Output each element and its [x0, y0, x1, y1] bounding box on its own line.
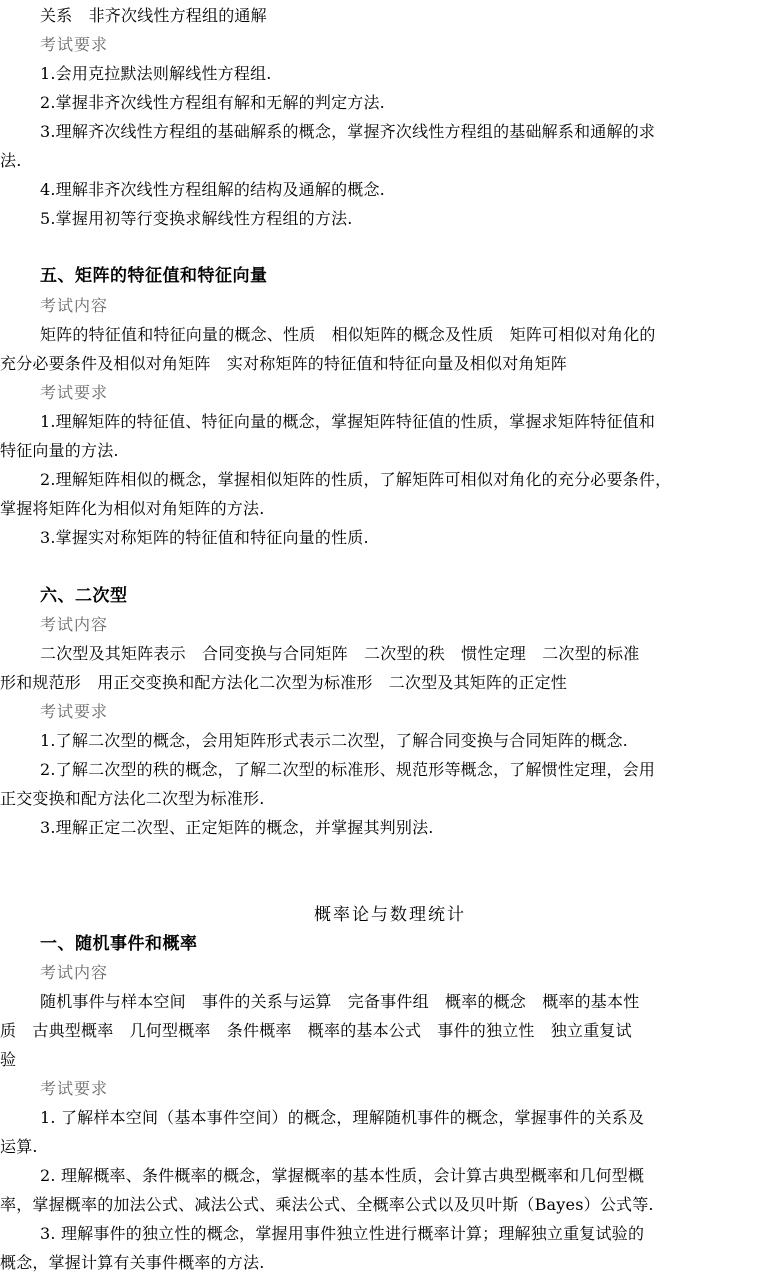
text-line: 1. 了解样本空间（基本事件空间）的概念，理解随机事件的概念，掌握事件的关系及 [40, 1108, 645, 1127]
section-heading: 一、随机事件和概率 [40, 934, 198, 954]
text-line: 法. [0, 151, 22, 170]
text-line: 1.会用克拉默法则解线性方程组. [40, 64, 272, 83]
section-heading: 五、矩阵的特征值和特征向量 [40, 266, 268, 286]
text-line: 运算. [0, 1137, 38, 1156]
text-line: 4.理解非齐次线性方程组解的结构及通解的概念. [40, 180, 385, 199]
text-line: 3.理解正定二次型、正定矩阵的概念，并掌握其判别法. [40, 818, 434, 837]
text-line: 关系 非齐次线性方程组的通解 [40, 6, 267, 25]
text-line: 概念，掌握计算有关事件概率的方法. [0, 1253, 265, 1272]
text-line: 充分必要条件及相似对角矩阵 实对称矩阵的特征值和特征向量及相似对角矩阵 [0, 354, 568, 373]
text-line: 3. 理解事件的独立性的概念，掌握用事件独立性进行概率计算；理解独立重复试验的 [40, 1224, 645, 1243]
text-line: 2.掌握非齐次线性方程组有解和无解的判定方法. [40, 93, 385, 112]
text-line: 1.了解二次型的概念，会用矩阵形式表示二次型，了解合同变换与合同矩阵的概念. [40, 731, 628, 750]
text-line: 2. 理解概率、条件概率的概念，掌握概率的基本性质，会计算古典型概率和几何型概 [40, 1166, 645, 1185]
subheading-exam-content: 考试内容 [40, 963, 109, 982]
text-line: 质 古典型概率 几何型概率 条件概率 概率的基本公式 事件的独立性 独立重复试 [0, 1021, 632, 1040]
text-line: 1.理解矩阵的特征值、特征向量的概念，掌握矩阵特征值的性质，掌握求矩阵特征值和 [40, 412, 656, 431]
subheading-exam-requirements: 考试要求 [40, 35, 109, 54]
subheading-exam-requirements: 考试要求 [40, 1079, 109, 1098]
text-line: 特征向量的方法. [0, 441, 119, 460]
text-line: 5.掌握用初等行变换求解线性方程组的方法. [40, 209, 353, 228]
text-line: 随机事件与样本空间 事件的关系与运算 完备事件组 概率的概念 概率的基本性 [40, 992, 640, 1011]
subheading-exam-requirements: 考试要求 [40, 702, 109, 721]
text-line: 形和规范形 用正交变换和配方法化二次型为标准形 二次型及其矩阵的正定性 [0, 673, 568, 692]
subheading-exam-requirements: 考试要求 [40, 383, 109, 402]
text-line: 二次型及其矩阵表示 合同变换与合同矩阵 二次型的秩 惯性定理 二次型的标准 [40, 644, 640, 663]
text-line: 验 [0, 1050, 17, 1069]
section-heading: 六、二次型 [40, 586, 128, 606]
text-line: 掌握将矩阵化为相似对角矩阵的方法. [0, 499, 265, 518]
text-line: 3.掌握实对称矩阵的特征值和特征向量的性质. [40, 528, 369, 547]
part-title: 概率论与数理统计 [314, 905, 466, 925]
text-line: 2.了解二次型的秩的概念，了解二次型的标准形、规范形等概念，了解惯性定理，会用 [40, 760, 656, 779]
text-line: 正交变换和配方法化二次型为标准形. [0, 789, 265, 808]
text-line: 2.理解矩阵相似的概念，掌握相似矩阵的性质，了解矩阵可相似对角化的充分必要条件， [40, 470, 672, 489]
text-line: 3.理解齐次线性方程组的基础解系的概念，掌握齐次线性方程组的基础解系和通解的求 [40, 122, 656, 141]
subheading-exam-content: 考试内容 [40, 296, 109, 315]
subheading-exam-content: 考试内容 [40, 615, 109, 634]
text-line: 率，掌握概率的加法公式、减法公式、乘法公式、全概率公式以及贝叶斯（Bayes）公式等. [0, 1195, 654, 1214]
text-line: 矩阵的特征值和特征向量的概念、性质 相似矩阵的概念及性质 矩阵可相似对角化的 [40, 325, 656, 344]
